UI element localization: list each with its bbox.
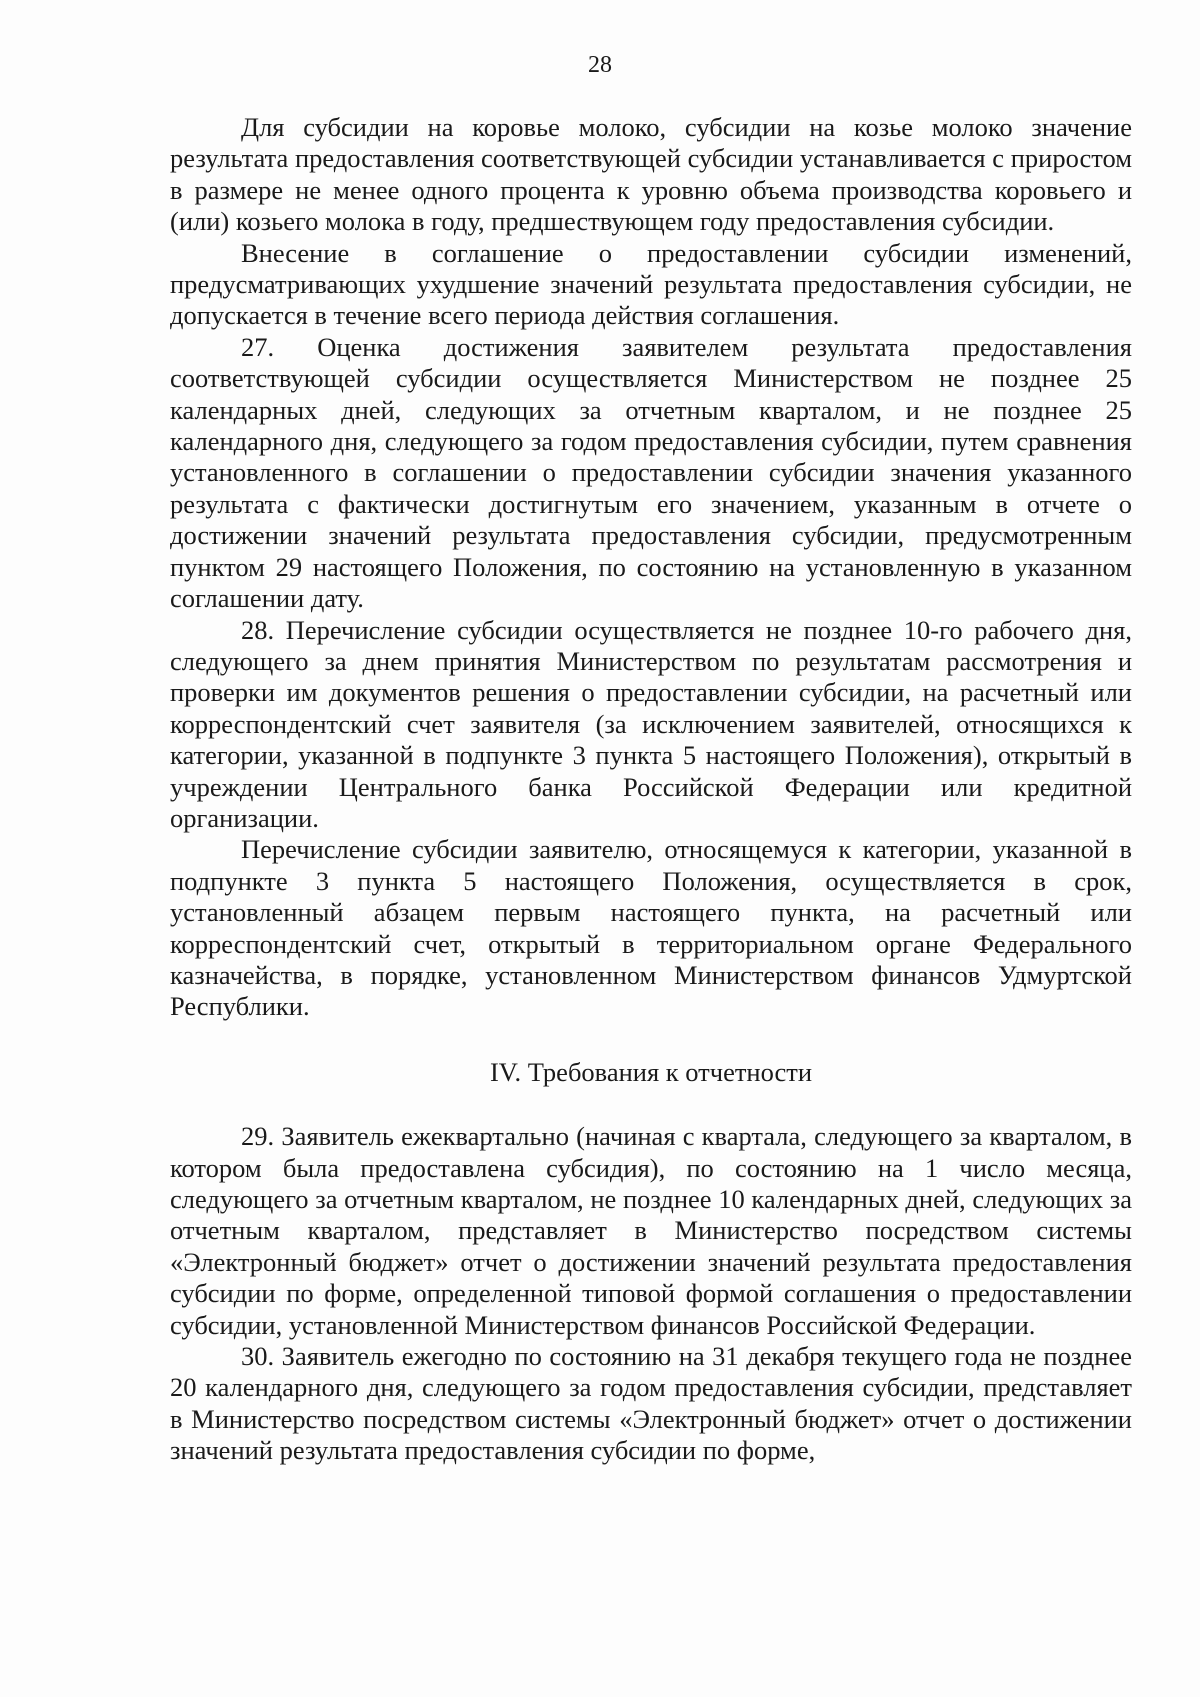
section-heading: IV. Требования к отчетности: [489, 1056, 813, 1087]
paragraph-item-30: 30. Заявитель ежегодно по состоянию на 31 декабря текущего года не позднее 20 календарного дня, следующего за годом предоставления субсидии, представляет в Министерство посредством системы «Электронный бюджет» отчет о достижении значений результата предоставления субсидии по форме,: [170, 1341, 1132, 1466]
paragraph-milk-subsidy-result: Для субсидии на коровье молоко, субсидии на козье молоко значение результата предоставления соответствующей субсидии устанавливается с приростом в размере не менее одного процента к уровню объема производства коровьего и (или) козьего молока в году, предшествующем году предоставления субсидии.: [170, 112, 1132, 237]
paragraph-item-28-transfer: Перечисление субсидии заявителю, относящемуся к категории, указанной в подпункте 3 пункта 5 настоящего Положения, осуществляется в срок, установленный абзацем первым настоящего пункта, на расчетный или корреспондентский счет, открытый в территориальном органе Федерального казначейства, в порядке, установленном Министерством финансов Удмуртской Республики.: [170, 834, 1132, 1022]
paragraph-item-28: 28. Перечисление субсидии осуществляется не позднее 10-го рабочего дня, следующего за днем принятия Министерством по результатам рассмотрения и проверки им документов решения о предоставлении субсидии, на расчетный или корреспондентский счет заявителя (за исключением заявителей, относящихся к категории, указанной в подпункте 3 пункта 5 настоящего Положения), открытый в учреждении Центрального банка Российской Федерации или кредитной организации.: [170, 614, 1132, 833]
document-body: [170, 112, 1132, 1467]
paragraph-item-29: 29. Заявитель ежеквартально (начиная с квартала, следующего за кварталом, в котором была предоставлена субсидия), по состоянию на 1 число месяца, следующего за отчетным кварталом, не позднее 10 календарных дней, следующих за отчетным кварталом, представляет в Министерство посредством системы «Электронный бюджет» отчет о достижении значений результата предоставления субсидии по форме, определенной типовой формой соглашения о предоставлении субсидии, установленной Министерством финансов Российской Федерации.: [170, 1121, 1132, 1340]
paragraph-agreement-changes: Внесение в соглашение о предоставлении субсидии изменений, предусматривающих ухудшение значений результата предоставления субсидии, не допускается в течение всего периода действия соглашения.: [170, 237, 1132, 331]
paragraph-item-27: 27. Оценка достижения заявителем результата предоставления соответствующей субсидии осуществляется Министерством не позднее 25 календарных дней, следующих за отчетным кварталом, и не позднее 25 календарного дня, следующего за годом предоставления субсидии, путем сравнения установленного в соглашении о предоставлении субсидии значения указанного результата с фактически достигнутым его значением, указанным в отчете о достижении значений результата предоставления субсидии, предусмотренным пунктом 29 настоящего Положения, по состоянию на установленную в указанном соглашении дату.: [170, 331, 1132, 614]
page-number: 28: [588, 52, 612, 78]
